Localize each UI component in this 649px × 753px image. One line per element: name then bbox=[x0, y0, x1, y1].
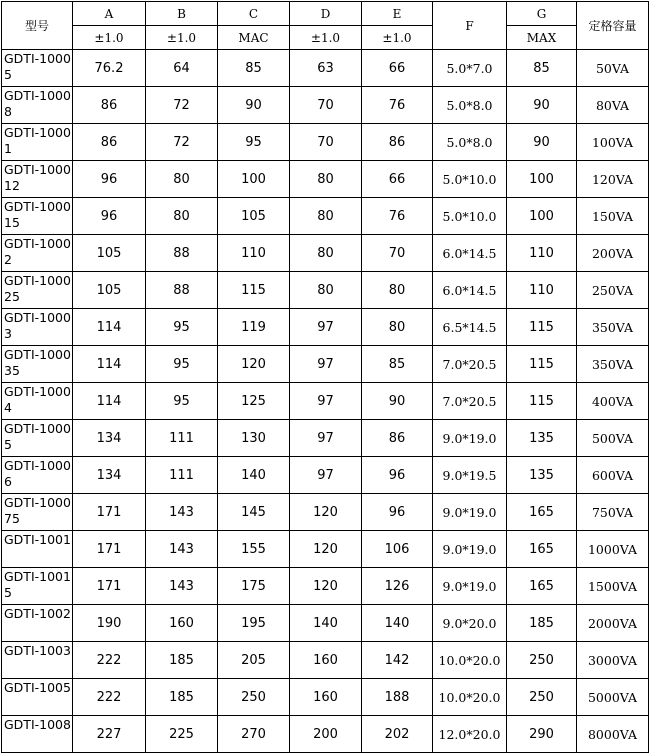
value-e-cell: 90 bbox=[362, 383, 433, 420]
value-g-cell: 165 bbox=[507, 568, 577, 605]
value-d-cell: 200 bbox=[290, 716, 362, 753]
value-a-cell: 76.2 bbox=[73, 50, 146, 87]
value-c-cell: 119 bbox=[218, 309, 290, 346]
value-e-cell: 76 bbox=[362, 198, 433, 235]
value-b-cell: 80 bbox=[146, 198, 218, 235]
value-b-cell: 160 bbox=[146, 605, 218, 642]
value-g-cell: 115 bbox=[507, 383, 577, 420]
value-b-cell: 143 bbox=[146, 531, 218, 568]
table-row bbox=[2, 605, 649, 642]
model-cell: GDTI-10005 bbox=[2, 50, 73, 87]
value-d-cell: 160 bbox=[290, 679, 362, 716]
value-d-cell: 97 bbox=[290, 309, 362, 346]
value-f-cell: 5.0*8.0 bbox=[433, 124, 507, 161]
value-e-cell: 80 bbox=[362, 272, 433, 309]
rating-cell: 600VA bbox=[577, 457, 649, 494]
column-a-header: A bbox=[73, 2, 146, 26]
table-row bbox=[2, 272, 649, 309]
value-e-cell: 96 bbox=[362, 494, 433, 531]
rating-cell: 50VA bbox=[577, 50, 649, 87]
value-f-cell: 9.0*19.0 bbox=[433, 494, 507, 531]
value-e-cell: 140 bbox=[362, 605, 433, 642]
model-cell: GDTI-10002 bbox=[2, 235, 73, 272]
value-e-cell: 80 bbox=[362, 309, 433, 346]
value-c-cell: 175 bbox=[218, 568, 290, 605]
value-f-cell: 6.0*14.5 bbox=[433, 235, 507, 272]
value-d-cell: 80 bbox=[290, 272, 362, 309]
column-b-tolerance: ±1.0 bbox=[146, 26, 218, 50]
value-e-cell: 106 bbox=[362, 531, 433, 568]
table-row bbox=[2, 642, 649, 679]
rating-cell: 1000VA bbox=[577, 531, 649, 568]
rating-cell: 200VA bbox=[577, 235, 649, 272]
column-d-header: D bbox=[290, 2, 362, 26]
value-a-cell: 114 bbox=[73, 309, 146, 346]
model-cell: GDTI-100025 bbox=[2, 272, 73, 309]
rating-cell: 1500VA bbox=[577, 568, 649, 605]
value-e-cell: 202 bbox=[362, 716, 433, 753]
column-g-header: G bbox=[507, 2, 577, 26]
rating-cell: 750VA bbox=[577, 494, 649, 531]
column-g-tolerance: MAX bbox=[507, 26, 577, 50]
value-g-cell: 165 bbox=[507, 494, 577, 531]
header-row-tolerances bbox=[2, 26, 649, 50]
value-d-cell: 140 bbox=[290, 605, 362, 642]
model-column-header: 型号 bbox=[2, 2, 73, 50]
value-g-cell: 90 bbox=[507, 124, 577, 161]
value-b-cell: 64 bbox=[146, 50, 218, 87]
table-row bbox=[2, 716, 649, 753]
value-f-cell: 12.0*20.0 bbox=[433, 716, 507, 753]
value-b-cell: 72 bbox=[146, 87, 218, 124]
value-f-cell: 9.0*19.0 bbox=[433, 531, 507, 568]
value-a-cell: 190 bbox=[73, 605, 146, 642]
value-a-cell: 222 bbox=[73, 679, 146, 716]
value-b-cell: 95 bbox=[146, 383, 218, 420]
value-f-cell: 6.5*14.5 bbox=[433, 309, 507, 346]
value-g-cell: 100 bbox=[507, 198, 577, 235]
value-b-cell: 95 bbox=[146, 309, 218, 346]
value-b-cell: 111 bbox=[146, 420, 218, 457]
table-row bbox=[2, 568, 649, 605]
model-cell: GDTI-100012 bbox=[2, 161, 73, 198]
value-d-cell: 120 bbox=[290, 494, 362, 531]
header-row-letters bbox=[2, 2, 649, 26]
value-c-cell: 100 bbox=[218, 161, 290, 198]
value-b-cell: 143 bbox=[146, 494, 218, 531]
value-a-cell: 96 bbox=[73, 198, 146, 235]
value-g-cell: 110 bbox=[507, 272, 577, 309]
column-f-header: F bbox=[433, 2, 507, 50]
value-f-cell: 9.0*19.0 bbox=[433, 568, 507, 605]
value-f-cell: 5.0*8.0 bbox=[433, 87, 507, 124]
value-g-cell: 115 bbox=[507, 346, 577, 383]
model-cell: GDTI-10008 bbox=[2, 87, 73, 124]
column-c-tolerance: MAC bbox=[218, 26, 290, 50]
column-d-tolerance: ±1.0 bbox=[290, 26, 362, 50]
value-d-cell: 160 bbox=[290, 642, 362, 679]
value-b-cell: 143 bbox=[146, 568, 218, 605]
value-c-cell: 85 bbox=[218, 50, 290, 87]
column-b-header: B bbox=[146, 2, 218, 26]
column-e-tolerance: ±1.0 bbox=[362, 26, 433, 50]
value-d-cell: 97 bbox=[290, 383, 362, 420]
value-e-cell: 66 bbox=[362, 161, 433, 198]
table-body bbox=[2, 50, 649, 753]
model-cell: GDTI-100015 bbox=[2, 198, 73, 235]
value-b-cell: 88 bbox=[146, 272, 218, 309]
value-g-cell: 100 bbox=[507, 161, 577, 198]
value-f-cell: 7.0*20.5 bbox=[433, 346, 507, 383]
value-a-cell: 114 bbox=[73, 346, 146, 383]
value-d-cell: 80 bbox=[290, 198, 362, 235]
value-f-cell: 9.0*19.0 bbox=[433, 420, 507, 457]
value-f-cell: 5.0*10.0 bbox=[433, 198, 507, 235]
spec-table bbox=[1, 1, 649, 753]
value-c-cell: 155 bbox=[218, 531, 290, 568]
column-e-header: E bbox=[362, 2, 433, 26]
model-cell: GDTI-1005 bbox=[2, 679, 73, 716]
table-row bbox=[2, 420, 649, 457]
value-e-cell: 142 bbox=[362, 642, 433, 679]
rating-cell: 80VA bbox=[577, 87, 649, 124]
value-e-cell: 86 bbox=[362, 420, 433, 457]
rating-cell: 400VA bbox=[577, 383, 649, 420]
table-row bbox=[2, 50, 649, 87]
value-b-cell: 95 bbox=[146, 346, 218, 383]
value-g-cell: 250 bbox=[507, 679, 577, 716]
value-a-cell: 86 bbox=[73, 124, 146, 161]
value-a-cell: 96 bbox=[73, 161, 146, 198]
value-e-cell: 188 bbox=[362, 679, 433, 716]
value-a-cell: 222 bbox=[73, 642, 146, 679]
table-row bbox=[2, 309, 649, 346]
value-f-cell: 5.0*10.0 bbox=[433, 161, 507, 198]
value-a-cell: 114 bbox=[73, 383, 146, 420]
column-c-header: C bbox=[218, 2, 290, 26]
value-a-cell: 134 bbox=[73, 420, 146, 457]
value-c-cell: 270 bbox=[218, 716, 290, 753]
rating-cell: 5000VA bbox=[577, 679, 649, 716]
value-c-cell: 90 bbox=[218, 87, 290, 124]
value-g-cell: 250 bbox=[507, 642, 577, 679]
value-a-cell: 171 bbox=[73, 494, 146, 531]
value-c-cell: 120 bbox=[218, 346, 290, 383]
rating-cell: 350VA bbox=[577, 309, 649, 346]
value-e-cell: 126 bbox=[362, 568, 433, 605]
value-c-cell: 95 bbox=[218, 124, 290, 161]
value-c-cell: 145 bbox=[218, 494, 290, 531]
value-a-cell: 171 bbox=[73, 531, 146, 568]
model-cell: GDTI-1002 bbox=[2, 605, 73, 642]
value-e-cell: 66 bbox=[362, 50, 433, 87]
value-g-cell: 85 bbox=[507, 50, 577, 87]
table-row bbox=[2, 198, 649, 235]
table-row bbox=[2, 87, 649, 124]
value-g-cell: 135 bbox=[507, 420, 577, 457]
table-row bbox=[2, 161, 649, 198]
value-b-cell: 185 bbox=[146, 642, 218, 679]
value-d-cell: 120 bbox=[290, 531, 362, 568]
model-cell: GDTI-100075 bbox=[2, 494, 73, 531]
value-c-cell: 110 bbox=[218, 235, 290, 272]
value-e-cell: 76 bbox=[362, 87, 433, 124]
model-cell: GDTI-100035 bbox=[2, 346, 73, 383]
table-row bbox=[2, 383, 649, 420]
value-f-cell: 6.0*14.5 bbox=[433, 272, 507, 309]
column-a-tolerance: ±1.0 bbox=[73, 26, 146, 50]
value-a-cell: 171 bbox=[73, 568, 146, 605]
value-f-cell: 5.0*7.0 bbox=[433, 50, 507, 87]
model-cell: GDTI-10003 bbox=[2, 309, 73, 346]
value-g-cell: 135 bbox=[507, 457, 577, 494]
value-c-cell: 130 bbox=[218, 420, 290, 457]
table-row bbox=[2, 124, 649, 161]
value-f-cell: 9.0*20.0 bbox=[433, 605, 507, 642]
rating-cell: 2000VA bbox=[577, 605, 649, 642]
value-d-cell: 80 bbox=[290, 161, 362, 198]
table-row bbox=[2, 235, 649, 272]
rating-cell: 350VA bbox=[577, 346, 649, 383]
model-cell: GDTI-1008 bbox=[2, 716, 73, 753]
value-g-cell: 185 bbox=[507, 605, 577, 642]
value-d-cell: 63 bbox=[290, 50, 362, 87]
value-d-cell: 70 bbox=[290, 124, 362, 161]
model-cell: GDTI-1003 bbox=[2, 642, 73, 679]
rating-cell: 3000VA bbox=[577, 642, 649, 679]
value-d-cell: 97 bbox=[290, 346, 362, 383]
value-f-cell: 7.0*20.5 bbox=[433, 383, 507, 420]
model-cell: GDTI-10001 bbox=[2, 124, 73, 161]
table-row bbox=[2, 346, 649, 383]
value-a-cell: 227 bbox=[73, 716, 146, 753]
model-cell: GDTI-1001 bbox=[2, 531, 73, 568]
value-g-cell: 90 bbox=[507, 87, 577, 124]
value-a-cell: 86 bbox=[73, 87, 146, 124]
value-g-cell: 165 bbox=[507, 531, 577, 568]
value-d-cell: 70 bbox=[290, 87, 362, 124]
model-cell: GDTI-10005 bbox=[2, 420, 73, 457]
value-b-cell: 88 bbox=[146, 235, 218, 272]
rating-cell: 8000VA bbox=[577, 716, 649, 753]
value-d-cell: 97 bbox=[290, 457, 362, 494]
value-e-cell: 70 bbox=[362, 235, 433, 272]
model-cell: GDTI-10006 bbox=[2, 457, 73, 494]
value-b-cell: 72 bbox=[146, 124, 218, 161]
value-a-cell: 105 bbox=[73, 235, 146, 272]
value-c-cell: 125 bbox=[218, 383, 290, 420]
rating-cell: 100VA bbox=[577, 124, 649, 161]
value-a-cell: 134 bbox=[73, 457, 146, 494]
value-f-cell: 10.0*20.0 bbox=[433, 642, 507, 679]
table-row bbox=[2, 679, 649, 716]
value-g-cell: 110 bbox=[507, 235, 577, 272]
value-c-cell: 140 bbox=[218, 457, 290, 494]
value-e-cell: 85 bbox=[362, 346, 433, 383]
rating-column-header: 定格容量 bbox=[577, 2, 649, 50]
value-d-cell: 120 bbox=[290, 568, 362, 605]
rating-cell: 150VA bbox=[577, 198, 649, 235]
rating-cell: 120VA bbox=[577, 161, 649, 198]
value-b-cell: 80 bbox=[146, 161, 218, 198]
value-c-cell: 205 bbox=[218, 642, 290, 679]
table-row bbox=[2, 531, 649, 568]
value-a-cell: 105 bbox=[73, 272, 146, 309]
value-e-cell: 86 bbox=[362, 124, 433, 161]
value-e-cell: 96 bbox=[362, 457, 433, 494]
value-b-cell: 225 bbox=[146, 716, 218, 753]
value-d-cell: 80 bbox=[290, 235, 362, 272]
value-g-cell: 290 bbox=[507, 716, 577, 753]
value-b-cell: 185 bbox=[146, 679, 218, 716]
table-row bbox=[2, 457, 649, 494]
rating-cell: 500VA bbox=[577, 420, 649, 457]
value-c-cell: 195 bbox=[218, 605, 290, 642]
value-f-cell: 9.0*19.5 bbox=[433, 457, 507, 494]
model-cell: GDTI-10004 bbox=[2, 383, 73, 420]
value-c-cell: 250 bbox=[218, 679, 290, 716]
value-c-cell: 105 bbox=[218, 198, 290, 235]
value-d-cell: 97 bbox=[290, 420, 362, 457]
value-f-cell: 10.0*20.0 bbox=[433, 679, 507, 716]
value-g-cell: 115 bbox=[507, 309, 577, 346]
model-cell: GDTI-10015 bbox=[2, 568, 73, 605]
value-c-cell: 115 bbox=[218, 272, 290, 309]
table-row bbox=[2, 494, 649, 531]
value-b-cell: 111 bbox=[146, 457, 218, 494]
rating-cell: 250VA bbox=[577, 272, 649, 309]
